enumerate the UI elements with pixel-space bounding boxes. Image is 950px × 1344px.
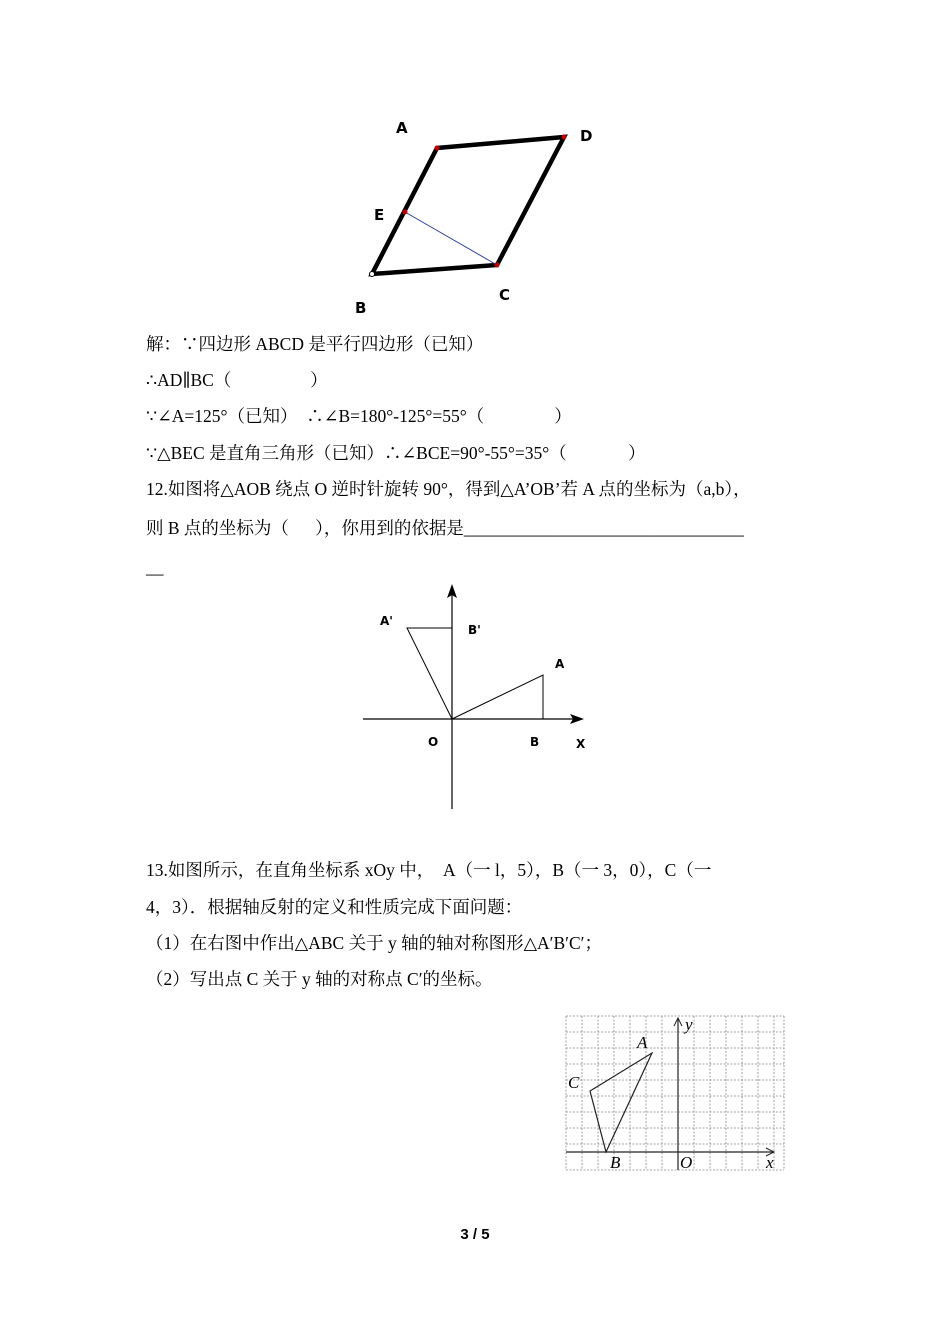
solution-line-2: ∴AD∥BC（ ）: [146, 370, 328, 390]
label-a-prime: A': [380, 614, 393, 628]
parallelogram-abcd: [372, 137, 564, 274]
point-e: [403, 210, 408, 215]
grid-lines: [566, 1016, 784, 1170]
question-13-line-4: （2）写出点 C 关于 y 轴的对称点 C′的坐标。: [146, 969, 493, 989]
question-13-line-1: 13.如图所示，在直角坐标系 xOy 中， A（一 l，5），B（一 3，0），C（一: [146, 860, 712, 880]
parallelogram-figure: [355, 110, 600, 325]
question-12-line-1: 12.如图将△AOB 绕点 O 逆时针旋转 90°，得到△A’OB’若 A 点的坐标为（a,b），: [146, 479, 751, 499]
label-b: B: [355, 299, 367, 317]
solution-line-4: ∵△BEC 是直角三角形（已知）∴∠BCE=90°-55°=35°（ ）: [146, 443, 646, 463]
point-d: [562, 135, 567, 140]
label-b: B: [610, 1153, 621, 1172]
question-12-line-2: 则 B 点的坐标为（ ），你用到的依据是________________________________: [146, 518, 744, 538]
label-c: C: [568, 1073, 580, 1092]
label-o: O: [428, 735, 439, 749]
triangle-abc: [590, 1053, 652, 1152]
label-y: y: [685, 1015, 693, 1034]
question-13-line-3: （1）在右图中作出△ABC 关于 y 轴的轴对称图形△A′B′C′；: [146, 933, 602, 953]
label-x: X: [576, 737, 586, 751]
solution-line-1: 解：∵四边形 ABCD 是平行四边形（已知）: [146, 334, 484, 354]
point-a: [435, 146, 440, 151]
question-13-line-2: 4，3）．根据轴反射的定义和性质完成下面问题：: [146, 897, 523, 917]
point-b: [370, 272, 375, 277]
label-b: B: [530, 735, 540, 749]
point-c: [495, 263, 500, 268]
label-a: A: [637, 1033, 648, 1052]
label-e: E: [374, 206, 385, 224]
solution-line-3: ∵∠A=125°（已知） ∴∠B=180°-125°=55°（ ）: [146, 406, 572, 426]
question-12-line-3: __: [146, 557, 164, 577]
page-number: 3 / 5: [460, 1226, 490, 1243]
segment-ec: [405, 212, 497, 265]
triangle-aob: [452, 675, 543, 719]
rotation-figure: [360, 580, 600, 815]
label-a: A: [396, 119, 408, 137]
grid-coordinate-figure: [560, 1012, 790, 1176]
label-o: O: [680, 1153, 693, 1172]
label-a: A: [555, 657, 565, 671]
label-x: x: [766, 1153, 774, 1172]
triangle-a-prime-o-b-prime: [407, 628, 452, 719]
label-b-prime: B': [468, 623, 481, 637]
label-d: D: [580, 127, 593, 145]
label-c: C: [499, 286, 511, 304]
